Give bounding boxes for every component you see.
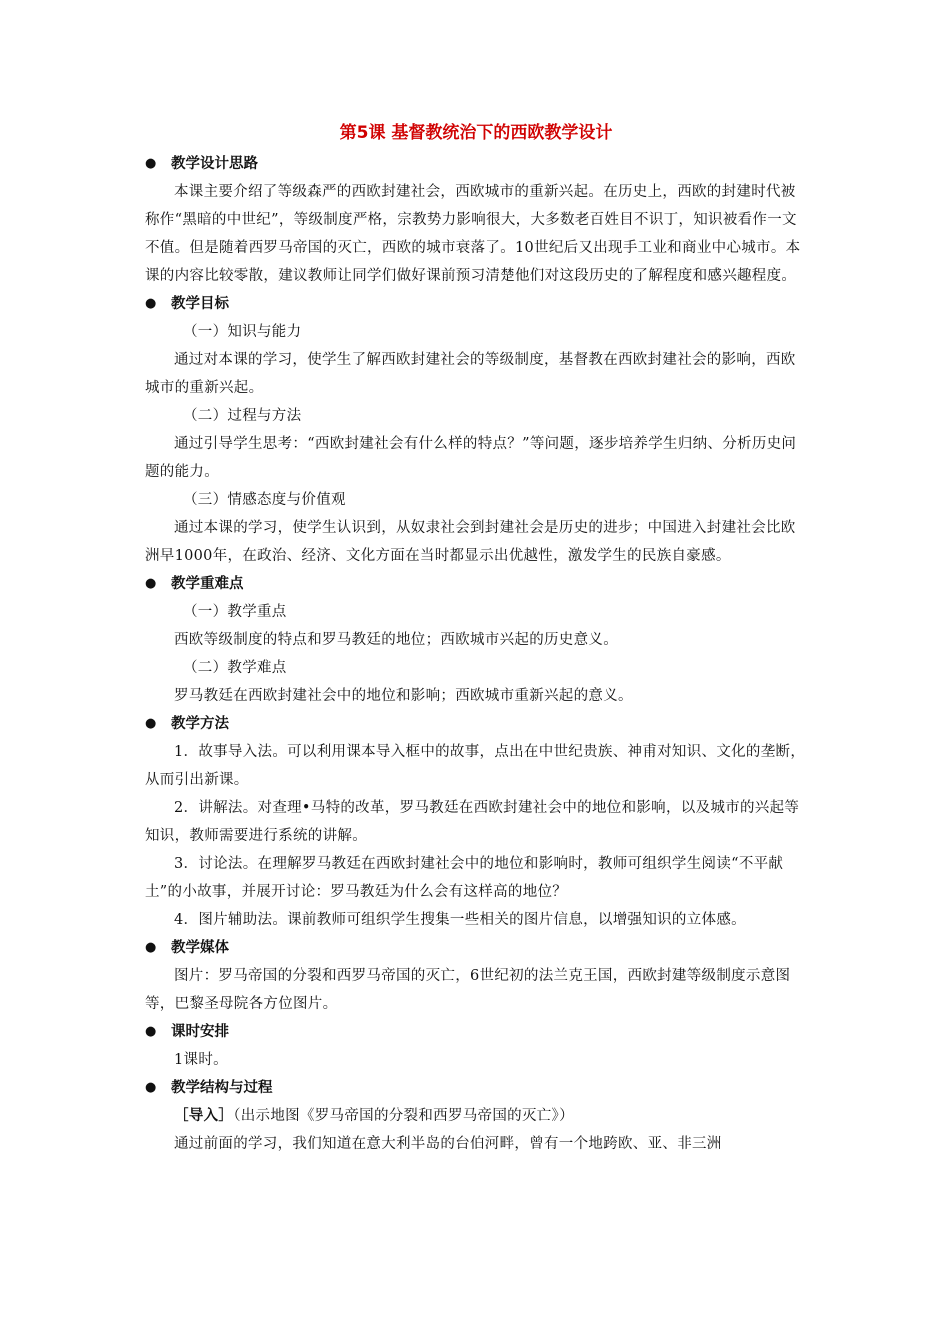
- subheading: （一）知识与能力: [183, 324, 302, 340]
- document-title: 第5课 基督教统治下的西欧教学设计: [339, 123, 613, 143]
- paragraph: 1课时。: [174, 1052, 228, 1068]
- section-heading-key-points: [145, 570, 807, 598]
- paragraph: 通过引导学生思考：“西欧封建社会有什么样的特点？”等问题，逐步培养学生归纳、分析历史问题的能力。: [145, 436, 797, 480]
- section-heading-schedule: [145, 1018, 807, 1046]
- section-heading-design-approach: [145, 150, 807, 178]
- method-item: 3．讨论法。在理解罗马教廷在西欧封建社会中的地位和影响时，教师可组织学生阅读“不平献土”的小故事，并展开讨论：罗马教廷为什么会有这样高的地位？: [145, 856, 784, 900]
- paragraph: 西欧等级制度的特点和罗马教廷的地位；西欧城市兴起的历史意义。: [174, 632, 618, 648]
- subheading: （三）情感态度与价值观: [183, 492, 346, 508]
- bullet-icon: ●: [145, 1024, 157, 1039]
- paragraph: 通过对本课的学习，使学生了解西欧封建社会的等级制度，基督教在西欧封建社会的影响，西欧城市的重新兴起。: [145, 352, 796, 396]
- intro-tag-text: （出示地图《罗马帝国的分裂和西罗马帝国的灭亡》）: [233, 1108, 574, 1124]
- paragraph: 本课主要介绍了等级森严的西欧封建社会，西欧城市的重新兴起。在历史上，西欧的封建时代被称作“黑暗的中世纪”，等级制度严格，宗教势力影响很大，大多数老百姓目不识丁，知识被看作一文不值。但是随着西罗马帝国的灭亡，西欧的城市衰落了。10世纪后又出现手工业和商业中心城市。本课的内容比较零散，建议教师让同学们做好课前预习清楚他们对这段历史的了解程度和感兴趣程度。: [145, 184, 801, 284]
- bullet-icon: ●: [145, 1080, 157, 1095]
- section-heading-structure: [145, 1074, 807, 1102]
- method-item: 2．讲解法。对查理•马特的改革，罗马教廷在西欧封建社会中的地位和影响，以及城市的兴起等知识，教师需要进行系统的讲解。: [145, 800, 800, 844]
- subheading: （二）过程与方法: [183, 408, 302, 424]
- document-body: [145, 118, 807, 1158]
- subheading: （一）教学重点: [183, 604, 287, 620]
- section-heading-label: 教学结构与过程: [171, 1080, 273, 1096]
- section-heading-objectives: [145, 290, 807, 318]
- paragraph: 罗马教廷在西欧封建社会中的地位和影响；西欧城市重新兴起的意义。: [174, 688, 633, 704]
- method-item: 1．故事导入法。可以利用课本导入框中的故事，点出在中世纪贵族、神甫对知识、文化的垄断，从而引出新课。: [145, 744, 806, 788]
- bullet-icon: ●: [145, 576, 157, 591]
- intro-tag: ［导入］: [174, 1108, 234, 1124]
- method-item: 4．图片辅助法。课前教师可组织学生搜集一些相关的图片信息，以增强知识的立体感。: [174, 912, 746, 928]
- section-heading-label: 教学方法: [171, 716, 229, 732]
- section-heading-methods: [145, 710, 807, 738]
- section-heading-label: 教学设计思路: [171, 156, 258, 172]
- paragraph: 通过前面的学习，我们知道在意大利半岛的台伯河畔，曾有一个地跨欧、亚、非三洲: [174, 1136, 722, 1152]
- paragraph: 图片：罗马帝国的分裂和西罗马帝国的灭亡，6世纪初的法兰克王国，西欧封建等级制度示意图等，巴黎圣母院各方位图片。: [145, 968, 791, 1012]
- section-heading-label: 教学媒体: [171, 940, 229, 956]
- paragraph: 通过本课的学习，使学生认识到，从奴隶社会到封建社会是历史的进步；中国进入封建社会比欧洲早1000年，在政治、经济、文化方面在当时都显示出优越性，激发学生的民族自豪感。: [145, 520, 796, 564]
- bullet-icon: ●: [145, 296, 157, 311]
- section-heading-media: [145, 934, 807, 962]
- section-heading-label: 教学重难点: [171, 576, 244, 592]
- section-heading-label: 教学目标: [171, 296, 229, 312]
- subheading: （二）教学难点: [183, 660, 287, 676]
- section-heading-label: 课时安排: [171, 1024, 229, 1040]
- bullet-icon: ●: [145, 156, 157, 171]
- intro-line: [145, 1102, 807, 1130]
- bullet-icon: ●: [145, 940, 157, 955]
- bullet-icon: ●: [145, 716, 157, 731]
